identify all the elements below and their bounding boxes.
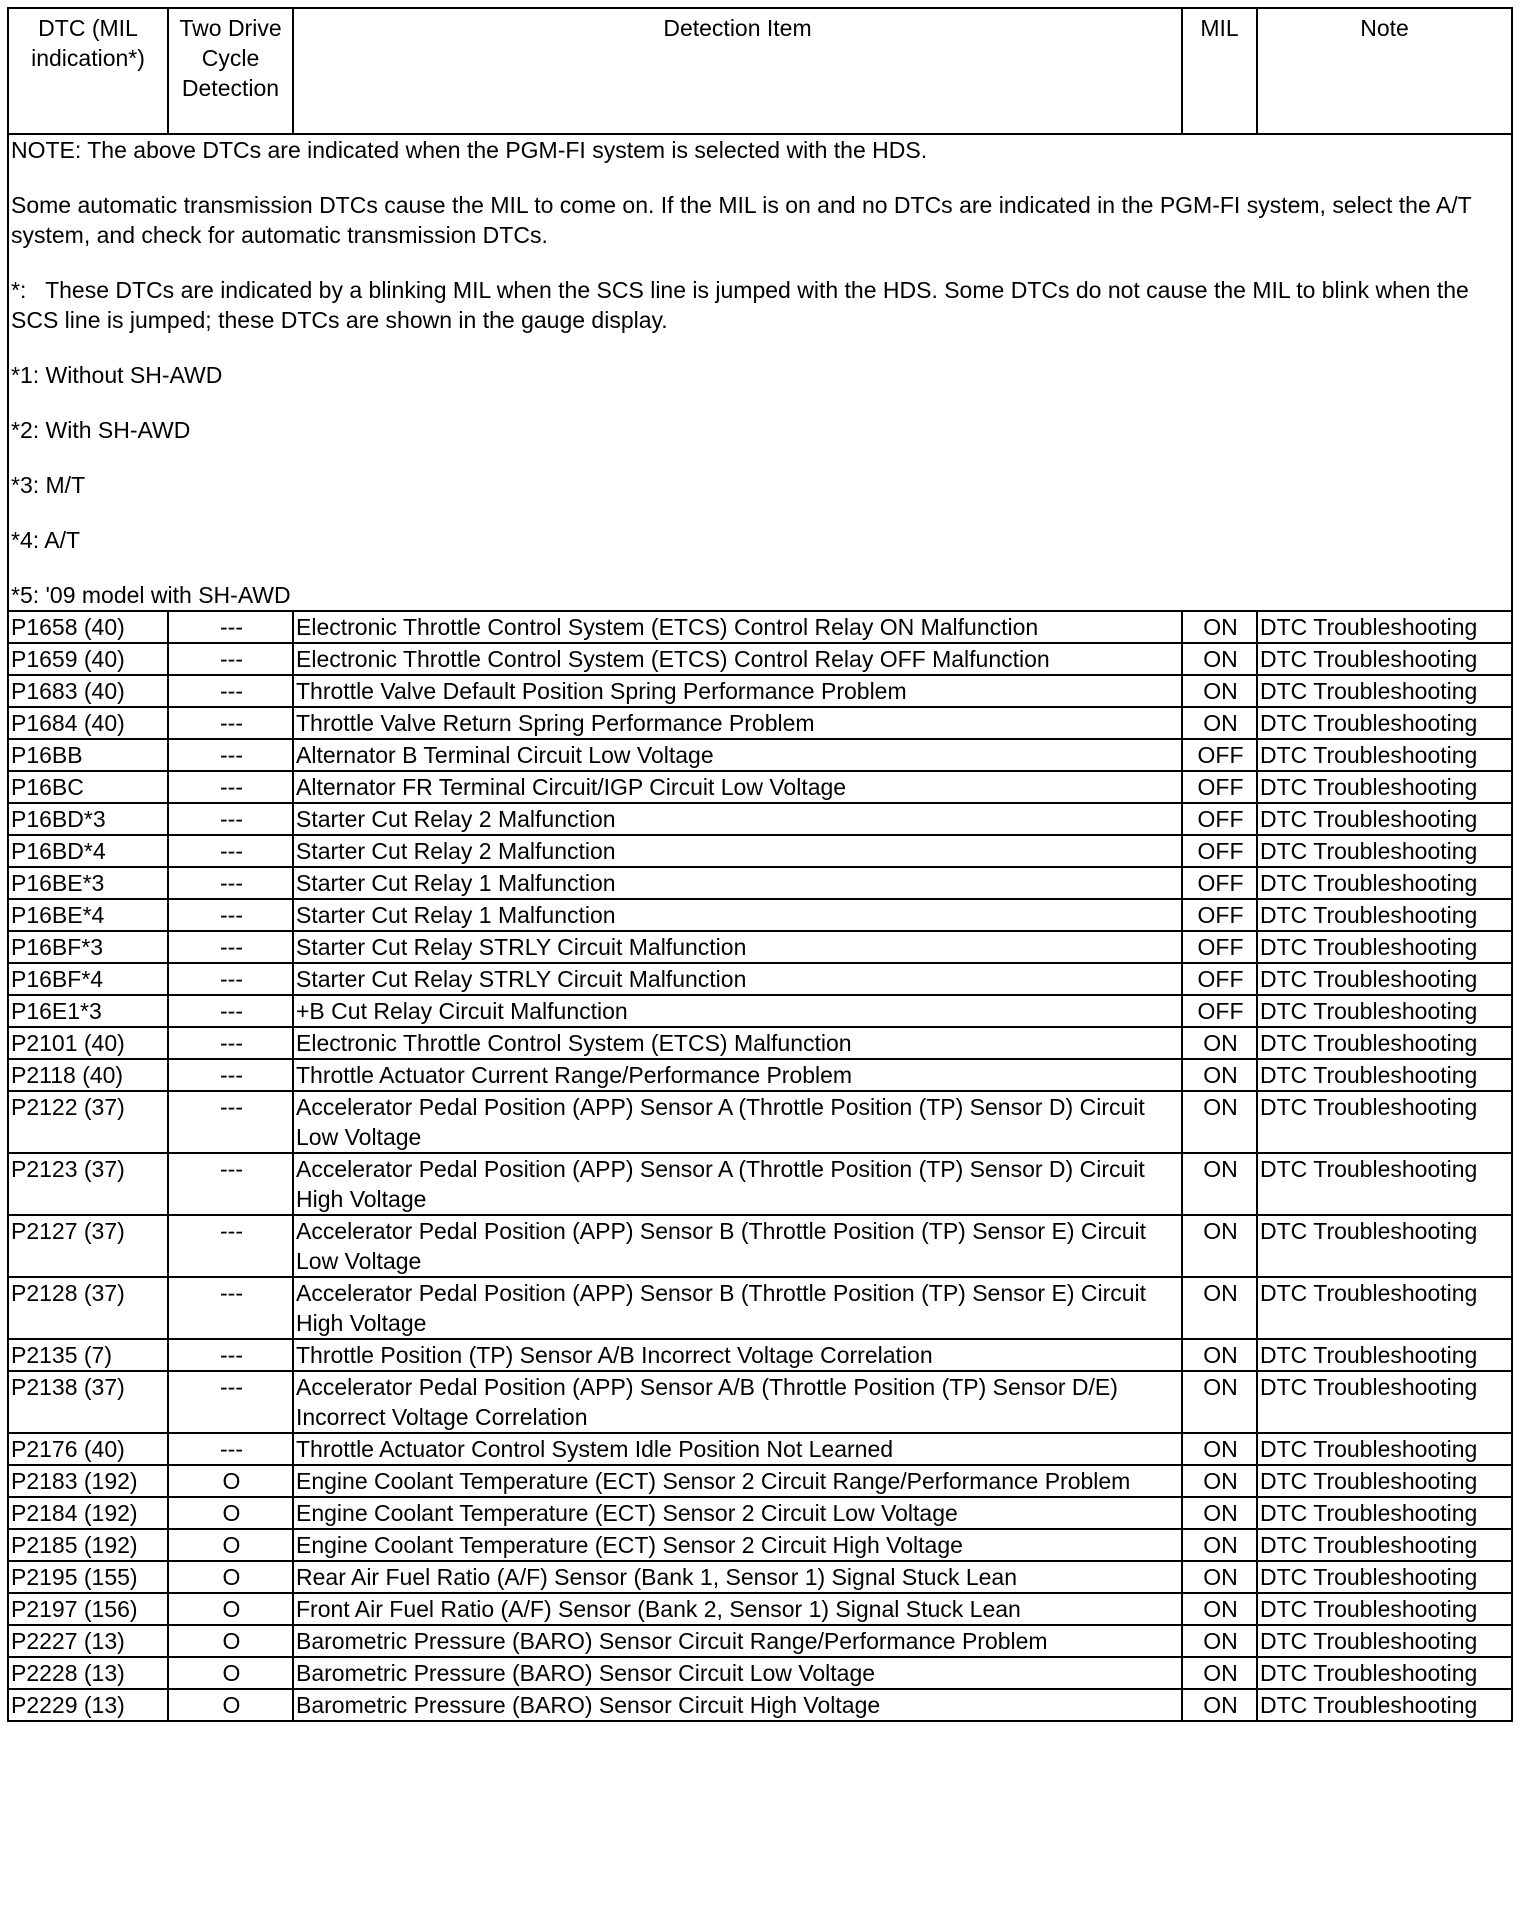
dtc-code-cell: P16E1*3 xyxy=(8,995,168,1027)
mil-status-cell: OFF xyxy=(1182,771,1257,803)
dtc-code-cell: P16BE*3 xyxy=(8,867,168,899)
header-dtc: DTC (MIL indication*) xyxy=(8,8,168,134)
two-drive-cycle-cell: O xyxy=(168,1593,293,1625)
mil-status-cell: ON xyxy=(1182,1339,1257,1371)
note-cell: DTC Troubleshooting xyxy=(1257,803,1512,835)
mil-status-cell: ON xyxy=(1182,1625,1257,1657)
dtc-code-cell: P16BE*4 xyxy=(8,899,168,931)
mil-status-cell: ON xyxy=(1182,1091,1257,1153)
note-cell: DTC Troubleshooting xyxy=(1257,675,1512,707)
detection-item-cell: Barometric Pressure (BARO) Sensor Circuit Range/Performance Problem xyxy=(293,1625,1182,1657)
detection-item-cell: Electronic Throttle Control System (ETCS) Control Relay ON Malfunction xyxy=(293,611,1182,643)
table-row xyxy=(8,1593,1512,1625)
dtc-code-cell: P2195 (155) xyxy=(8,1561,168,1593)
note-cell: DTC Troubleshooting xyxy=(1257,611,1512,643)
two-drive-cycle-cell: --- xyxy=(168,803,293,835)
mil-status-cell: OFF xyxy=(1182,963,1257,995)
table-row xyxy=(8,1625,1512,1657)
mil-status-cell: OFF xyxy=(1182,931,1257,963)
two-drive-cycle-cell: --- xyxy=(168,1339,293,1371)
table-row xyxy=(8,899,1512,931)
mil-status-cell: ON xyxy=(1182,1153,1257,1215)
note-footnote-4: *4: A/T xyxy=(11,527,81,553)
two-drive-cycle-cell: --- xyxy=(168,867,293,899)
header-mil: MIL xyxy=(1182,8,1257,134)
note-cell: DTC Troubleshooting xyxy=(1257,1433,1512,1465)
table-row xyxy=(8,1277,1512,1339)
detection-item-cell: Electronic Throttle Control System (ETCS) Control Relay OFF Malfunction xyxy=(293,643,1182,675)
two-drive-cycle-cell: --- xyxy=(168,1277,293,1339)
two-drive-cycle-cell: --- xyxy=(168,1027,293,1059)
two-drive-cycle-cell: --- xyxy=(168,963,293,995)
detection-item-cell: Accelerator Pedal Position (APP) Sensor A (Throttle Position (TP) Sensor D) Circuit High Voltage xyxy=(293,1153,1182,1215)
note-cell: DTC Troubleshooting xyxy=(1257,995,1512,1027)
two-drive-cycle-cell: --- xyxy=(168,707,293,739)
dtc-code-cell: P2123 (37) xyxy=(8,1153,168,1215)
two-drive-cycle-cell: --- xyxy=(168,611,293,643)
table-row xyxy=(8,963,1512,995)
table-row xyxy=(8,867,1512,899)
mil-status-cell: OFF xyxy=(1182,835,1257,867)
dtc-code-cell: P1684 (40) xyxy=(8,707,168,739)
detection-item-cell: Accelerator Pedal Position (APP) Sensor A/B (Throttle Position (TP) Sensor D/E) Incorrect Voltage Correlation xyxy=(293,1371,1182,1433)
note-cell: DTC Troubleshooting xyxy=(1257,963,1512,995)
two-drive-cycle-cell: --- xyxy=(168,739,293,771)
table-row xyxy=(8,1339,1512,1371)
detection-item-cell: Alternator B Terminal Circuit Low Voltage xyxy=(293,739,1182,771)
dtc-code-cell: P1683 (40) xyxy=(8,675,168,707)
table-row xyxy=(8,707,1512,739)
detection-item-cell: Starter Cut Relay 2 Malfunction xyxy=(293,835,1182,867)
mil-status-cell: ON xyxy=(1182,1215,1257,1277)
two-drive-cycle-cell: O xyxy=(168,1465,293,1497)
dtc-code-cell: P2127 (37) xyxy=(8,1215,168,1277)
note-cell: DTC Troubleshooting xyxy=(1257,707,1512,739)
note-blinking-mil: *: These DTCs are indicated by a blinking MIL when the SCS line is jumped with the HDS. Some DTCs do not cause the MIL to blink when the SCS line is jumped; these DTCs are shown in the gauge display. xyxy=(11,277,1476,333)
dtc-code-cell: P2229 (13) xyxy=(8,1689,168,1721)
detection-item-cell: Throttle Actuator Current Range/Performance Problem xyxy=(293,1059,1182,1091)
two-drive-cycle-cell: O xyxy=(168,1561,293,1593)
mil-status-cell: OFF xyxy=(1182,899,1257,931)
two-drive-cycle-cell: --- xyxy=(168,1371,293,1433)
two-drive-cycle-cell: --- xyxy=(168,771,293,803)
note-cell: DTC Troubleshooting xyxy=(1257,1593,1512,1625)
table-row xyxy=(8,835,1512,867)
dtc-code-cell: P2197 (156) xyxy=(8,1593,168,1625)
detection-item-cell: Barometric Pressure (BARO) Sensor Circuit Low Voltage xyxy=(293,1657,1182,1689)
note-cell: DTC Troubleshooting xyxy=(1257,771,1512,803)
note-automatic-transmission: Some automatic transmission DTCs cause the MIL to come on. If the MIL is on and no DTCs are indicated in the PGM-FI system, select the A/T system, and check for automatic transmission DTCs. xyxy=(11,192,1478,248)
detection-item-cell: Throttle Actuator Control System Idle Position Not Learned xyxy=(293,1433,1182,1465)
two-drive-cycle-cell: --- xyxy=(168,1059,293,1091)
note-footnote-3: *3: M/T xyxy=(11,472,86,498)
dtc-code-cell: P2184 (192) xyxy=(8,1497,168,1529)
dtc-code-cell: P2101 (40) xyxy=(8,1027,168,1059)
detection-item-cell: Accelerator Pedal Position (APP) Sensor B (Throttle Position (TP) Sensor E) Circuit High Voltage xyxy=(293,1277,1182,1339)
notes-row xyxy=(8,134,1512,611)
detection-item-cell: Throttle Valve Return Spring Performance Problem xyxy=(293,707,1182,739)
notes-cell xyxy=(8,134,1512,611)
mil-status-cell: ON xyxy=(1182,1657,1257,1689)
mil-status-cell: ON xyxy=(1182,1277,1257,1339)
two-drive-cycle-cell: O xyxy=(168,1625,293,1657)
detection-item-cell: Throttle Valve Default Position Spring Performance Problem xyxy=(293,675,1182,707)
table-row xyxy=(8,1027,1512,1059)
note-cell: DTC Troubleshooting xyxy=(1257,1371,1512,1433)
table-row xyxy=(8,771,1512,803)
two-drive-cycle-cell: --- xyxy=(168,899,293,931)
mil-status-cell: ON xyxy=(1182,1465,1257,1497)
two-drive-cycle-cell: O xyxy=(168,1689,293,1721)
detection-item-cell: Throttle Position (TP) Sensor A/B Incorrect Voltage Correlation xyxy=(293,1339,1182,1371)
detection-item-cell: Engine Coolant Temperature (ECT) Sensor 2 Circuit Range/Performance Problem xyxy=(293,1465,1182,1497)
note-cell: DTC Troubleshooting xyxy=(1257,1091,1512,1153)
note-footnote-1: *1: Without SH-AWD xyxy=(11,362,223,388)
mil-status-cell: ON xyxy=(1182,1059,1257,1091)
dtc-code-cell: P2122 (37) xyxy=(8,1091,168,1153)
dtc-code-cell: P1658 (40) xyxy=(8,611,168,643)
table-row xyxy=(8,1497,1512,1529)
dtc-code-cell: P16BD*4 xyxy=(8,835,168,867)
note-hds-selection: NOTE: The above DTCs are indicated when the PGM-FI system is selected with the HDS. xyxy=(11,137,928,163)
two-drive-cycle-cell: O xyxy=(168,1529,293,1561)
table-row xyxy=(8,1657,1512,1689)
note-cell: DTC Troubleshooting xyxy=(1257,643,1512,675)
detection-item-cell: Engine Coolant Temperature (ECT) Sensor 2 Circuit High Voltage xyxy=(293,1529,1182,1561)
detection-item-cell: Front Air Fuel Ratio (A/F) Sensor (Bank 2, Sensor 1) Signal Stuck Lean xyxy=(293,1593,1182,1625)
dtc-code-cell: P2185 (192) xyxy=(8,1529,168,1561)
detection-item-cell: Engine Coolant Temperature (ECT) Sensor 2 Circuit Low Voltage xyxy=(293,1497,1182,1529)
table-row xyxy=(8,1371,1512,1433)
note-cell: DTC Troubleshooting xyxy=(1257,739,1512,771)
detection-item-cell: Electronic Throttle Control System (ETCS) Malfunction xyxy=(293,1027,1182,1059)
note-cell: DTC Troubleshooting xyxy=(1257,899,1512,931)
note-cell: DTC Troubleshooting xyxy=(1257,1027,1512,1059)
two-drive-cycle-cell: --- xyxy=(168,1091,293,1153)
mil-status-cell: ON xyxy=(1182,1561,1257,1593)
two-drive-cycle-cell: O xyxy=(168,1657,293,1689)
note-cell: DTC Troubleshooting xyxy=(1257,1689,1512,1721)
table-row xyxy=(8,803,1512,835)
mil-status-cell: OFF xyxy=(1182,803,1257,835)
table-row xyxy=(8,1561,1512,1593)
dtc-code-cell: P16BF*4 xyxy=(8,963,168,995)
two-drive-cycle-cell: O xyxy=(168,1497,293,1529)
detection-item-cell: Starter Cut Relay 1 Malfunction xyxy=(293,899,1182,931)
two-drive-cycle-cell: --- xyxy=(168,675,293,707)
note-cell: DTC Troubleshooting xyxy=(1257,1215,1512,1277)
mil-status-cell: ON xyxy=(1182,1593,1257,1625)
mil-status-cell: ON xyxy=(1182,1371,1257,1433)
table-row xyxy=(8,1059,1512,1091)
mil-status-cell: ON xyxy=(1182,675,1257,707)
dtc-code-cell: P1659 (40) xyxy=(8,643,168,675)
table-row xyxy=(8,739,1512,771)
note-cell: DTC Troubleshooting xyxy=(1257,1277,1512,1339)
two-drive-cycle-cell: --- xyxy=(168,1215,293,1277)
two-drive-cycle-cell: --- xyxy=(168,931,293,963)
dtc-code-cell: P2128 (37) xyxy=(8,1277,168,1339)
header-two-drive-cycle: Two Drive Cycle Detection xyxy=(168,8,293,134)
note-cell: DTC Troubleshooting xyxy=(1257,1059,1512,1091)
detection-item-cell: Accelerator Pedal Position (APP) Sensor A (Throttle Position (TP) Sensor D) Circuit Low Voltage xyxy=(293,1091,1182,1153)
dtc-code-cell: P2138 (37) xyxy=(8,1371,168,1433)
table-row xyxy=(8,1215,1512,1277)
two-drive-cycle-cell: --- xyxy=(168,1433,293,1465)
table-row xyxy=(8,675,1512,707)
two-drive-cycle-cell: --- xyxy=(168,995,293,1027)
dtc-code-cell: P16BB xyxy=(8,739,168,771)
header-detection-item: Detection Item xyxy=(293,8,1182,134)
note-cell: DTC Troubleshooting xyxy=(1257,1339,1512,1371)
dtc-code-cell: P16BF*3 xyxy=(8,931,168,963)
mil-status-cell: ON xyxy=(1182,1529,1257,1561)
detection-item-cell: Alternator FR Terminal Circuit/IGP Circuit Low Voltage xyxy=(293,771,1182,803)
note-cell: DTC Troubleshooting xyxy=(1257,1657,1512,1689)
table-row xyxy=(8,995,1512,1027)
detection-item-cell: Barometric Pressure (BARO) Sensor Circuit High Voltage xyxy=(293,1689,1182,1721)
dtc-code-cell: P2118 (40) xyxy=(8,1059,168,1091)
dtc-code-cell: P2228 (13) xyxy=(8,1657,168,1689)
detection-item-cell: Accelerator Pedal Position (APP) Sensor B (Throttle Position (TP) Sensor E) Circuit Low Voltage xyxy=(293,1215,1182,1277)
mil-status-cell: ON xyxy=(1182,611,1257,643)
mil-status-cell: OFF xyxy=(1182,995,1257,1027)
mil-status-cell: ON xyxy=(1182,1433,1257,1465)
table-row xyxy=(8,1529,1512,1561)
table-row xyxy=(8,1091,1512,1153)
note-cell: DTC Troubleshooting xyxy=(1257,867,1512,899)
mil-status-cell: ON xyxy=(1182,1497,1257,1529)
mil-status-cell: ON xyxy=(1182,643,1257,675)
table-row xyxy=(8,1689,1512,1721)
two-drive-cycle-cell: --- xyxy=(168,1153,293,1215)
detection-item-cell: Starter Cut Relay 1 Malfunction xyxy=(293,867,1182,899)
two-drive-cycle-cell: --- xyxy=(168,835,293,867)
two-drive-cycle-cell: --- xyxy=(168,643,293,675)
dtc-code-cell: P16BD*3 xyxy=(8,803,168,835)
note-cell: DTC Troubleshooting xyxy=(1257,1625,1512,1657)
table-row xyxy=(8,1433,1512,1465)
note-cell: DTC Troubleshooting xyxy=(1257,931,1512,963)
note-cell: DTC Troubleshooting xyxy=(1257,1153,1512,1215)
note-cell: DTC Troubleshooting xyxy=(1257,1529,1512,1561)
note-cell: DTC Troubleshooting xyxy=(1257,835,1512,867)
header-note: Note xyxy=(1257,8,1512,134)
mil-status-cell: ON xyxy=(1182,707,1257,739)
note-cell: DTC Troubleshooting xyxy=(1257,1465,1512,1497)
table-row xyxy=(8,1465,1512,1497)
dtc-code-cell: P2176 (40) xyxy=(8,1433,168,1465)
detection-item-cell: +B Cut Relay Circuit Malfunction xyxy=(293,995,1182,1027)
detection-item-cell: Rear Air Fuel Ratio (A/F) Sensor (Bank 1, Sensor 1) Signal Stuck Lean xyxy=(293,1561,1182,1593)
mil-status-cell: OFF xyxy=(1182,739,1257,771)
mil-status-cell: ON xyxy=(1182,1027,1257,1059)
note-cell: DTC Troubleshooting xyxy=(1257,1561,1512,1593)
dtc-code-cell: P2227 (13) xyxy=(8,1625,168,1657)
note-footnote-2: *2: With SH-AWD xyxy=(11,417,191,443)
note-footnote-5: *5: '09 model with SH-AWD xyxy=(11,582,291,608)
detection-item-cell: Starter Cut Relay STRLY Circuit Malfunction xyxy=(293,963,1182,995)
detection-item-cell: Starter Cut Relay STRLY Circuit Malfunction xyxy=(293,931,1182,963)
dtc-code-cell: P2135 (7) xyxy=(8,1339,168,1371)
dtc-code-cell: P16BC xyxy=(8,771,168,803)
table-row xyxy=(8,931,1512,963)
table-row xyxy=(8,611,1512,643)
table-header-row xyxy=(8,8,1512,134)
dtc-table xyxy=(7,7,1513,1722)
note-cell: DTC Troubleshooting xyxy=(1257,1497,1512,1529)
mil-status-cell: ON xyxy=(1182,1689,1257,1721)
dtc-code-cell: P2183 (192) xyxy=(8,1465,168,1497)
table-row xyxy=(8,643,1512,675)
table-row xyxy=(8,1153,1512,1215)
detection-item-cell: Starter Cut Relay 2 Malfunction xyxy=(293,803,1182,835)
mil-status-cell: OFF xyxy=(1182,867,1257,899)
